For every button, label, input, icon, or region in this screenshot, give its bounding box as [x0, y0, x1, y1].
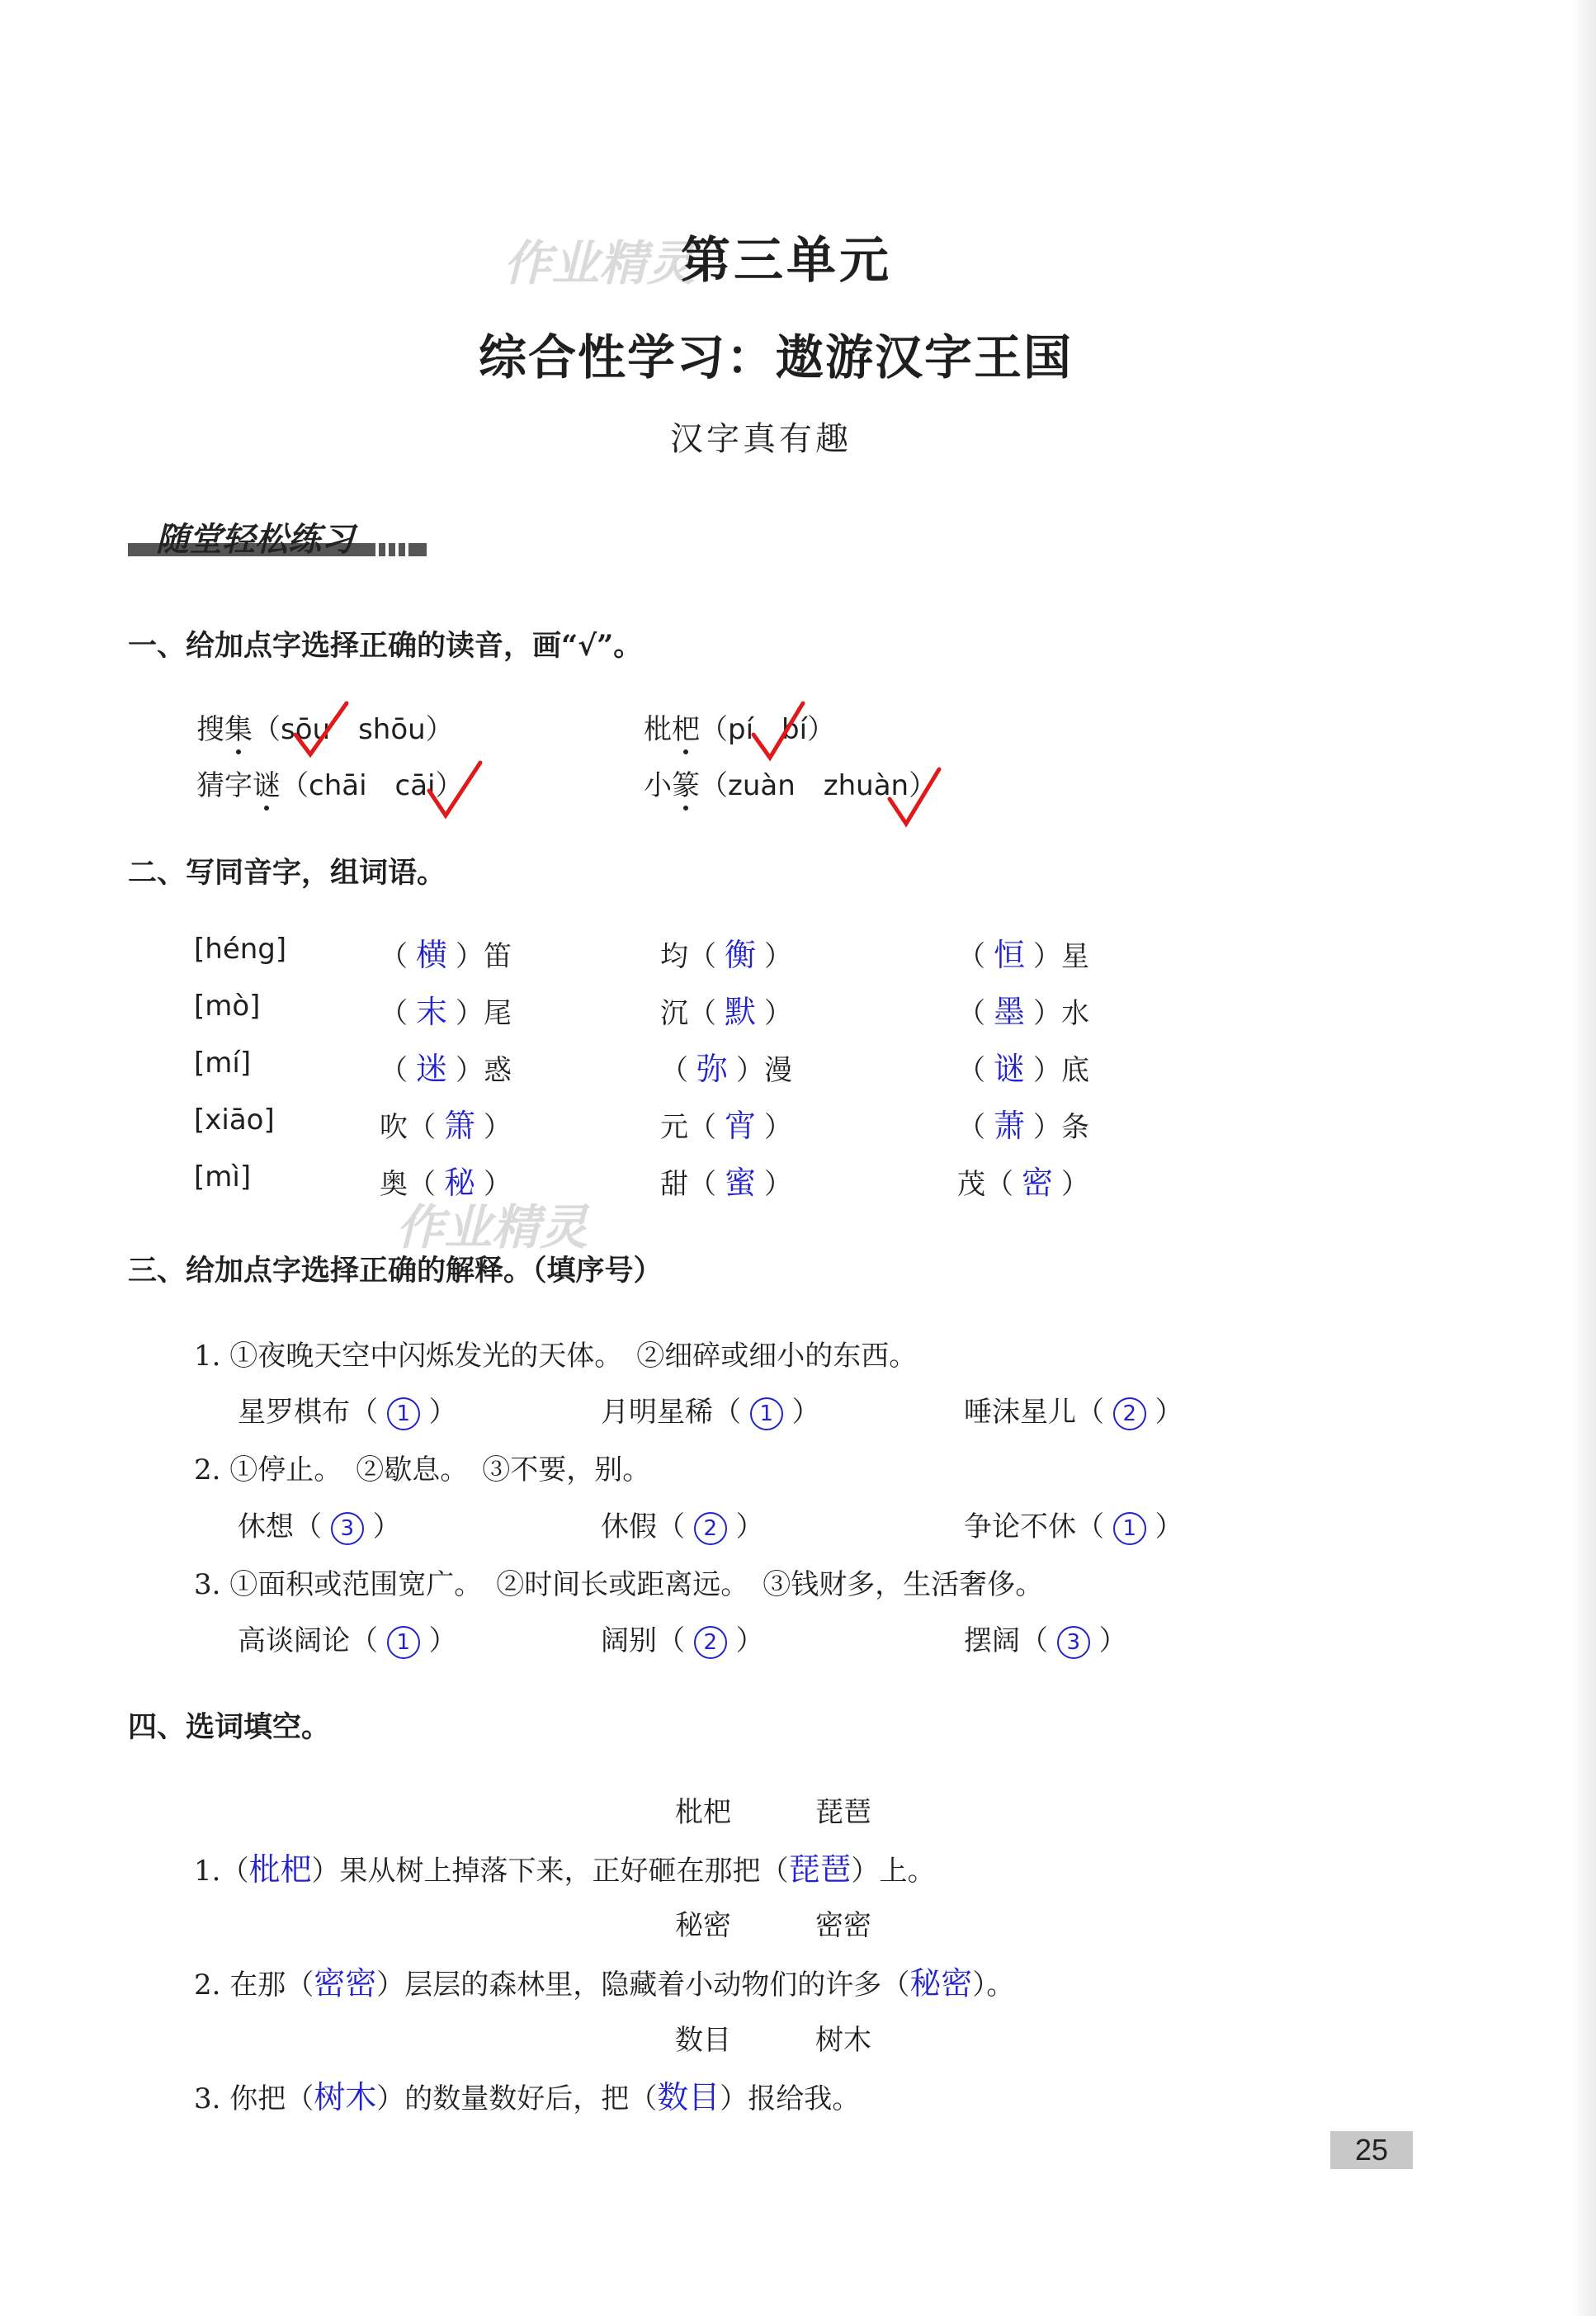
- homophone-word: 吹（ 箫 ）: [380, 1108, 512, 1144]
- answer-text: 宵: [725, 1108, 757, 1144]
- homophone-word: 茂（ 密 ）: [957, 1165, 1090, 1201]
- q4-heading: 四、选词填空。: [128, 1710, 331, 1744]
- pinyin-label: [xiāo]: [194, 1104, 275, 1137]
- answer-text: 秘: [444, 1165, 476, 1201]
- q4-choices: 秘密 密密: [675, 1909, 871, 1942]
- answer-text: 枇杷: [248, 1851, 312, 1888]
- homophone-word: 元（ 宵 ）: [660, 1108, 793, 1144]
- homophone-word: （ 横 ）笛: [380, 937, 512, 973]
- q1-item: 枇杷（pí bí）: [644, 713, 836, 746]
- lesson-subtitle: 汉字真有趣: [670, 420, 852, 458]
- page-edge: [1571, 0, 1596, 2316]
- dotted-char: 谜: [253, 769, 281, 802]
- page-number: 25: [1330, 2131, 1413, 2169]
- answer-text: 默: [725, 994, 757, 1030]
- q1-options: （pí bí）: [700, 713, 836, 746]
- answer-text: 谜: [994, 1051, 1026, 1087]
- lesson-title: 综合性学习：遨游汉字王国: [479, 329, 1074, 385]
- homophone-word: （ 萧 ）条: [957, 1108, 1090, 1144]
- answer-circle: 3: [1057, 1626, 1090, 1659]
- watermark: 作业精灵: [396, 1199, 588, 1255]
- q3-heading: 三、给加点字选择正确的解释。（填序号）: [128, 1254, 663, 1288]
- pinyin-label: [héng]: [194, 933, 287, 966]
- q4-sentence: 2. 在那（密密）层层的森林里，隐藏着小动物们的许多（秘密）。: [194, 1965, 1015, 2002]
- homophone-word: 甜（ 蜜 ）: [660, 1165, 793, 1201]
- q1-item: 猜字谜（chāi cāi）: [196, 769, 464, 802]
- answer-text: 恒: [994, 937, 1026, 973]
- answer-text: 弥: [696, 1051, 729, 1087]
- pinyin-label: [mì]: [194, 1160, 252, 1193]
- answer-circle: 2: [1113, 1397, 1146, 1430]
- answer-text: 数目: [657, 2079, 720, 2115]
- answer-text: 箫: [444, 1108, 476, 1144]
- answer-text: 蜜: [725, 1165, 757, 1201]
- q1-item: 小篆（zuàn zhuàn）: [644, 769, 937, 802]
- answer-circle: 1: [750, 1397, 783, 1430]
- check-mark-icon: [747, 700, 813, 766]
- q3-item: 争论不休（ 1 ）: [964, 1510, 1183, 1543]
- answer-text: 末: [416, 994, 448, 1030]
- q1-heading: 一、给加点字选择正确的读音，画“√”。: [128, 629, 643, 663]
- answer-text: 横: [416, 937, 448, 973]
- pinyin-label: [mí]: [194, 1047, 252, 1080]
- answer-circle: 1: [387, 1397, 420, 1430]
- section-banner: [128, 510, 427, 561]
- q3-item: 高谈阔论（ 1 ）: [238, 1624, 457, 1657]
- q1-options: （zuàn zhuàn）: [700, 769, 937, 802]
- q2-heading: 二、写同音字，组词语。: [128, 856, 446, 890]
- answer-text: 密密: [314, 1965, 377, 2002]
- q3-item: 月明星稀（ 1 ）: [601, 1396, 820, 1429]
- answer-text: 衡: [725, 937, 757, 973]
- homophone-word: 均（ 衡 ）: [660, 937, 793, 973]
- q3-item: 摆阔（ 3 ）: [964, 1624, 1127, 1657]
- q1-item: 搜集（sōu shōu）: [196, 713, 454, 746]
- q3-item: 唾沫星儿（ 2 ）: [964, 1396, 1183, 1429]
- q3-definitions: 2. ①停止。 ②歇息。 ③不要，别。: [194, 1453, 651, 1486]
- homophone-word: 沉（ 默 ）: [660, 994, 793, 1030]
- answer-circle: 3: [331, 1512, 364, 1545]
- q3-item: 阔别（ 2 ）: [601, 1624, 764, 1657]
- q3-definitions: 1. ①夜晚天空中闪烁发光的天体。 ②细碎或细小的东西。: [194, 1340, 918, 1373]
- q4-choices: 枇杷 琵琶: [675, 1796, 871, 1829]
- banner-label: 随堂轻松练习: [156, 521, 354, 559]
- answer-circle: 1: [1113, 1512, 1146, 1545]
- answer-text: 树木: [314, 2079, 377, 2115]
- q3-item: 星罗棋布（ 1 ）: [238, 1396, 457, 1429]
- pinyin-label: [mò]: [194, 990, 261, 1023]
- homophone-word: （ 弥 ）漫: [660, 1051, 793, 1087]
- homophone-word: （ 末 ）尾: [380, 994, 512, 1030]
- answer-text: 迷: [416, 1051, 448, 1087]
- watermark: 作业精灵: [503, 235, 696, 291]
- q1-options: （chāi cāi）: [281, 769, 464, 802]
- q4-sentence: 1.（枇杷）果从树上掉落下来，正好砸在那把（琵琶）上。: [194, 1851, 936, 1888]
- q4-choices: 数目 树木: [675, 2024, 871, 2057]
- homophone-word: （ 谜 ）底: [957, 1051, 1090, 1087]
- answer-text: 墨: [994, 994, 1026, 1030]
- answer-circle: 2: [694, 1626, 727, 1659]
- check-mark-icon: [423, 758, 489, 824]
- q3-definitions: 3. ①面积或范围宽广。 ②时间长或距离远。 ③钱财多，生活奢侈。: [194, 1568, 1044, 1601]
- q1-options: （sōu shōu）: [253, 713, 454, 746]
- dotted-char: 杷: [672, 713, 700, 746]
- answer-circle: 2: [694, 1512, 727, 1545]
- homophone-word: 奥（ 秘 ）: [380, 1165, 512, 1201]
- q4-sentence: 3. 你把（树木）的数量数好后，把（数目）报给我。: [194, 2079, 861, 2115]
- answer-circle: 1: [387, 1626, 420, 1659]
- q3-item: 休假（ 2 ）: [601, 1510, 764, 1543]
- check-mark-icon: [883, 766, 949, 832]
- check-mark-icon: [289, 700, 355, 766]
- unit-title: 第三单元: [681, 232, 892, 290]
- answer-text: 琵琶: [788, 1851, 852, 1888]
- homophone-word: （ 恒 ）星: [957, 937, 1090, 973]
- answer-text: 密: [1022, 1165, 1054, 1201]
- answer-text: 秘密: [909, 1965, 973, 2002]
- q3-item: 休想（ 3 ）: [238, 1510, 401, 1543]
- answer-text: 萧: [994, 1108, 1026, 1144]
- homophone-word: （ 墨 ）水: [957, 994, 1090, 1030]
- dotted-char: 篆: [672, 769, 700, 802]
- homophone-word: （ 迷 ）惑: [380, 1051, 512, 1087]
- dotted-char: 集: [224, 713, 253, 746]
